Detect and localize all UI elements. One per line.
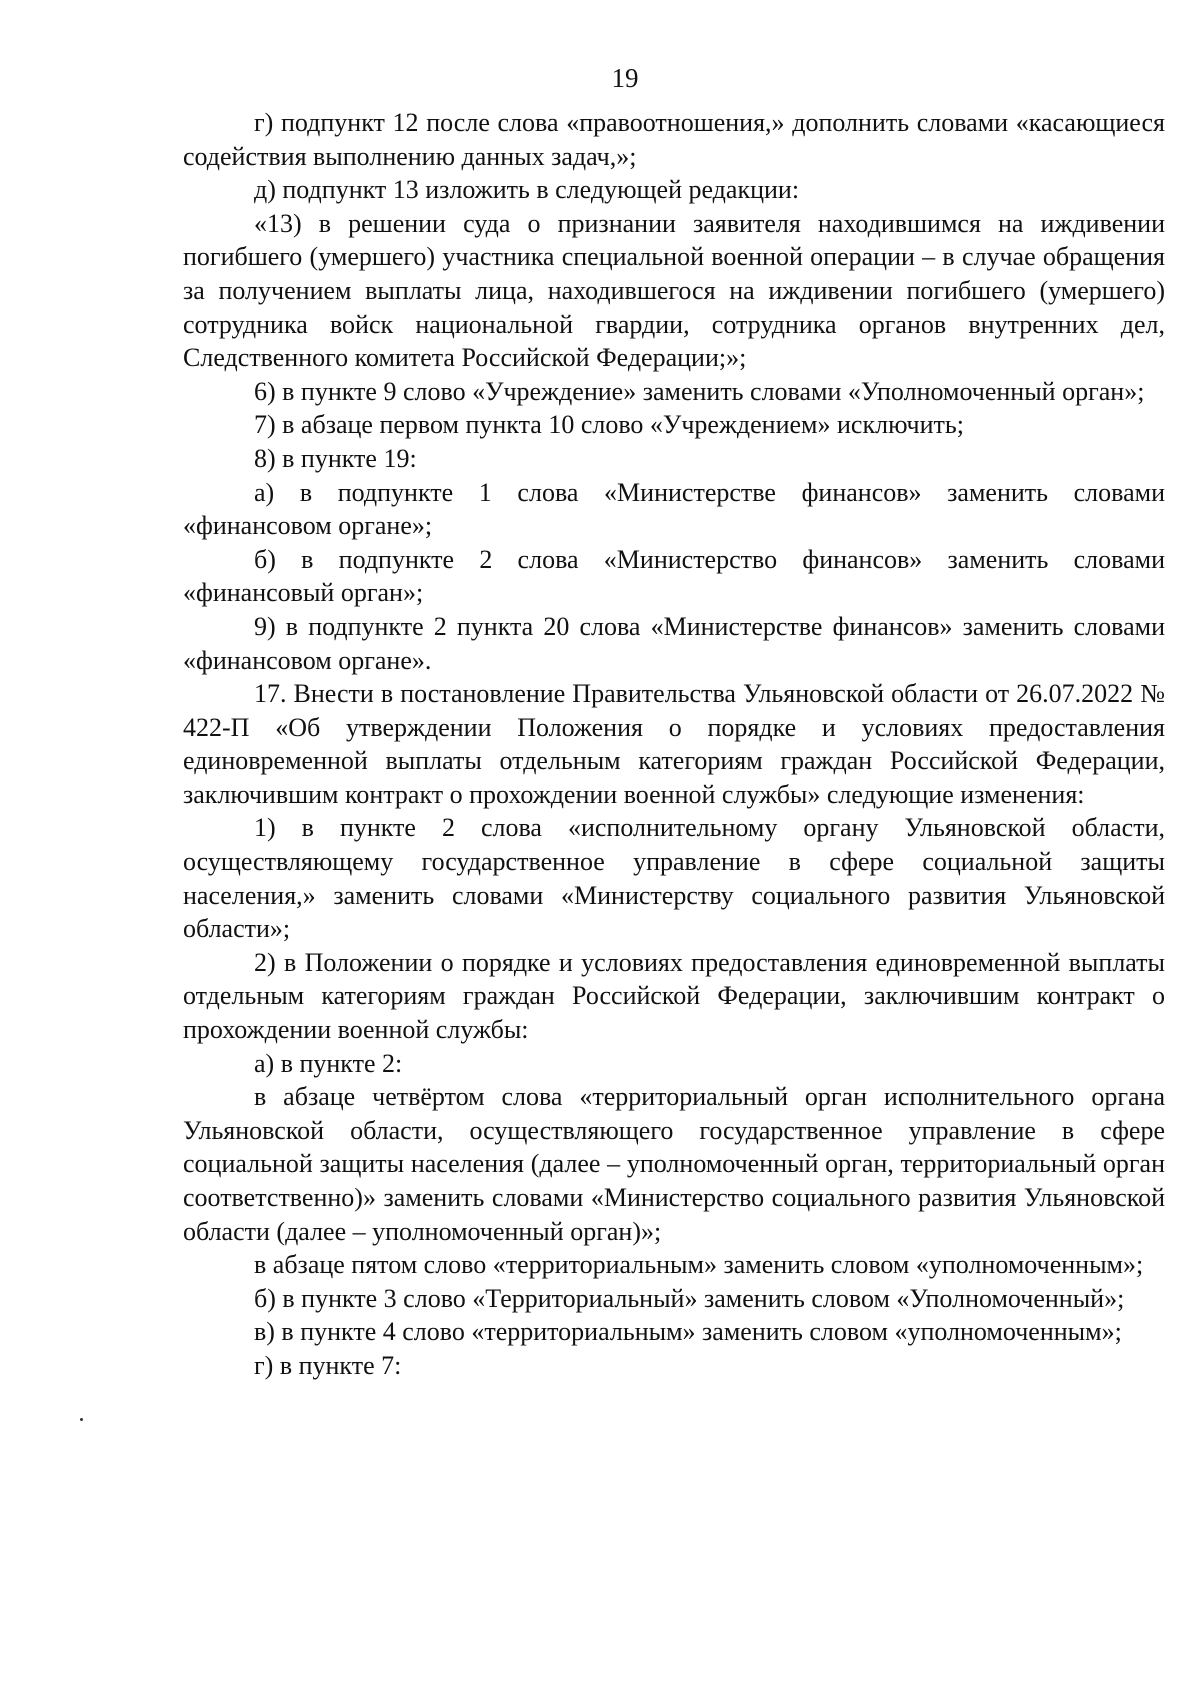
paragraph: 7) в абзаце первом пункта 10 слово «Учреждением» исключить; [254,410,964,440]
paragraph: «13) в решении суда о признании заявителя находившимся на иждивении погибшего (умершего) участника специальной военной операции – в случае обращения за получением выплаты лица, находившегося на иждивении погибшего (умершего) сотрудника войск национальной гвардии, сотрудника органов внутренних дел, Следственного комитета Российской Федерации;»; [183,208,1165,373]
paragraph: 17. Внести в постановление Правительства Ульяновской области от 26.07.2022 № 422-П «Об утверждении Положения о порядке и условиях предоставления единовременной выплаты отдельным категориям граждан Российской Федерации, заключившим контракт о прохождении военной службы» следующие изменения: [183,679,1165,809]
paragraph: а) в подпункте 1 слова «Министерстве финансов» заменить словами «финансовом органе»; [183,477,1165,541]
paragraph: в абзаце четвёртом слова «территориальный орган исполнительного органа Ульяновской области, осуществляющего государственное управление в сфере социальной защиты населения (далее – уполномоченный орган, территориальный орган соответственно)» заменить словами «Министерство социального развития Ульяновской области (далее – уполномоченный орган)»; [183,1082,1165,1246]
paragraph: а) в пункте 2: [254,1048,403,1078]
scan-artifact-dot [80,1418,83,1421]
paragraph: 6) в пункте 9 слово «Учреждение» заменить словами «Уполномоченный орган»; [254,376,1145,406]
document-body [183,106,1165,1383]
paragraph: в) в пункте 4 слово «территориальным» заменить словом «уполномоченным»; [254,1317,1122,1347]
paragraph: в абзаце пятом слово «территориальным» заменить словом «уполномоченным»; [254,1250,1144,1280]
paragraph: г) в пункте 7: [254,1350,402,1380]
paragraph: б) в подпункте 2 слова «Министерство финансов» заменить словами «финансовый орган»; [183,544,1165,608]
paragraph: г) подпункт 12 после слова «правоотношения,» дополнить словами «касающиеся содействия выполнению данных задач,»; [183,108,1165,171]
paragraph: 8) в пункте 19: [254,443,417,473]
paragraph: 9) в подпункте 2 пункта 20 слова «Министерстве финансов» заменить словами «финансовом органе». [183,611,1165,675]
paragraph: д) подпункт 13 изложить в следующей редакции: [254,175,800,205]
paragraph: 2) в Положении о порядке и условиях предоставления единовременной выплаты отдельным категориям граждан Российской Федерации, заключившим контракт о прохождении военной службы: [183,947,1165,1045]
paragraph: 1) в пункте 2 слова «исполнительному органу Ульяновской области, осуществляющему государственное управление в сфере социальной защиты населения,» заменить словами «Министерству социального развития Ульяновской области»; [183,813,1165,944]
page-number: 19 [611,63,639,93]
paragraph: б) в пункте 3 слово «Территориальный» заменить словом «Уполномоченный»; [254,1283,1125,1313]
